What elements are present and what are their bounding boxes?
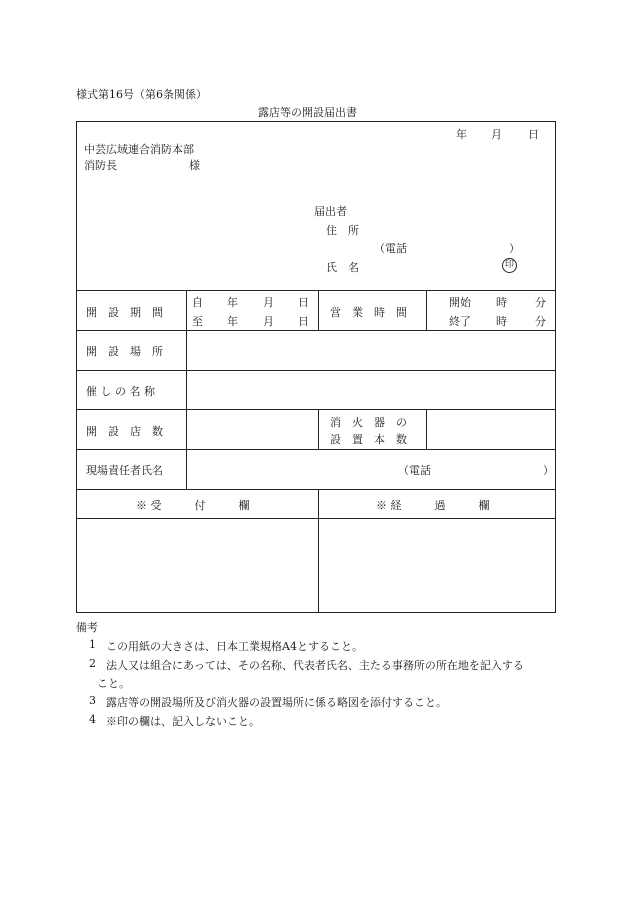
column-divider xyxy=(318,409,319,449)
end-minute: 分 xyxy=(535,315,546,328)
note-number: 3 xyxy=(89,694,96,707)
end-hour: 時 xyxy=(496,315,507,328)
place-label: 開 設 場 所 xyxy=(86,345,163,358)
reception-label: ※ 受 付 欄 xyxy=(136,499,250,512)
row-divider xyxy=(76,370,556,371)
document-title: 露店等の開設届出書 xyxy=(258,106,357,119)
extinguisher-label-1: 消 火 器 の xyxy=(330,416,407,429)
form-table xyxy=(76,121,556,613)
period-from-prefix: 自 xyxy=(192,296,203,309)
period-from-year: 年 xyxy=(227,296,238,309)
seal-mark: 印 xyxy=(502,258,517,273)
addressee-organization: 中芸広域連合消防本部 xyxy=(84,143,194,156)
row-divider xyxy=(76,449,556,450)
note-number: 1 xyxy=(89,638,96,651)
column-divider xyxy=(318,290,319,330)
row-divider xyxy=(76,518,556,519)
name-label: 氏 名 xyxy=(326,261,359,274)
date-month: 月 xyxy=(491,128,502,141)
note-text: 法人又は組合にあっては、その名称、代表者氏名、主たる事務所の所在地を記入する xyxy=(106,659,524,672)
row-divider xyxy=(76,489,556,490)
phone-close: ） xyxy=(509,242,520,255)
start-hour: 時 xyxy=(496,296,507,309)
extinguisher-label-2: 設 置 本 数 xyxy=(330,433,407,446)
period-to-month: 月 xyxy=(263,315,274,328)
date-year: 年 xyxy=(456,128,467,141)
form-number: 様式第16号（第6条関係） xyxy=(76,88,207,101)
addressee-title: 消防長 xyxy=(84,159,117,172)
note-text-continued: こと。 xyxy=(97,677,130,690)
start-minute: 分 xyxy=(535,296,546,309)
manager-label: 現場責任者氏名 xyxy=(86,464,163,477)
note-text: ※印の欄は、記入しないこと。 xyxy=(106,715,260,728)
notes-heading: 備考 xyxy=(76,621,98,634)
period-from-day: 日 xyxy=(298,296,309,309)
applicant-label: 届出者 xyxy=(314,205,347,218)
hours-label: 営 業 時 間 xyxy=(330,306,407,319)
period-to-day: 日 xyxy=(298,315,309,328)
period-to-prefix: 至 xyxy=(192,315,203,328)
column-divider xyxy=(426,290,427,330)
address-label: 住 所 xyxy=(326,224,359,237)
date-day: 日 xyxy=(528,128,539,141)
progress-label: ※ 経 過 欄 xyxy=(376,499,490,512)
column-divider xyxy=(426,409,427,449)
manager-phone-open: （電話 xyxy=(398,464,431,477)
note-number: 4 xyxy=(89,713,96,726)
row-divider xyxy=(76,290,556,291)
row-divider xyxy=(76,409,556,410)
column-divider xyxy=(318,489,319,613)
period-from-month: 月 xyxy=(263,296,274,309)
column-divider xyxy=(186,290,187,489)
start-label: 開始 xyxy=(449,296,471,309)
stores-label: 開 設 店 数 xyxy=(86,425,163,438)
honorific: 様 xyxy=(189,159,200,172)
note-text: 露店等の開設場所及び消火器の設置場所に係る略図を添付すること。 xyxy=(106,696,447,709)
period-label: 開 設 期 間 xyxy=(86,306,163,319)
manager-phone-close: ） xyxy=(543,464,554,477)
period-to-year: 年 xyxy=(227,315,238,328)
note-number: 2 xyxy=(89,657,96,670)
event-label: 催 し の 名 称 xyxy=(86,385,155,398)
note-text: この用紙の大きさは、日本工業規格A4とすること。 xyxy=(106,640,363,653)
end-label: 終了 xyxy=(449,315,471,328)
row-divider xyxy=(76,330,556,331)
phone-open: （電話 xyxy=(374,242,407,255)
